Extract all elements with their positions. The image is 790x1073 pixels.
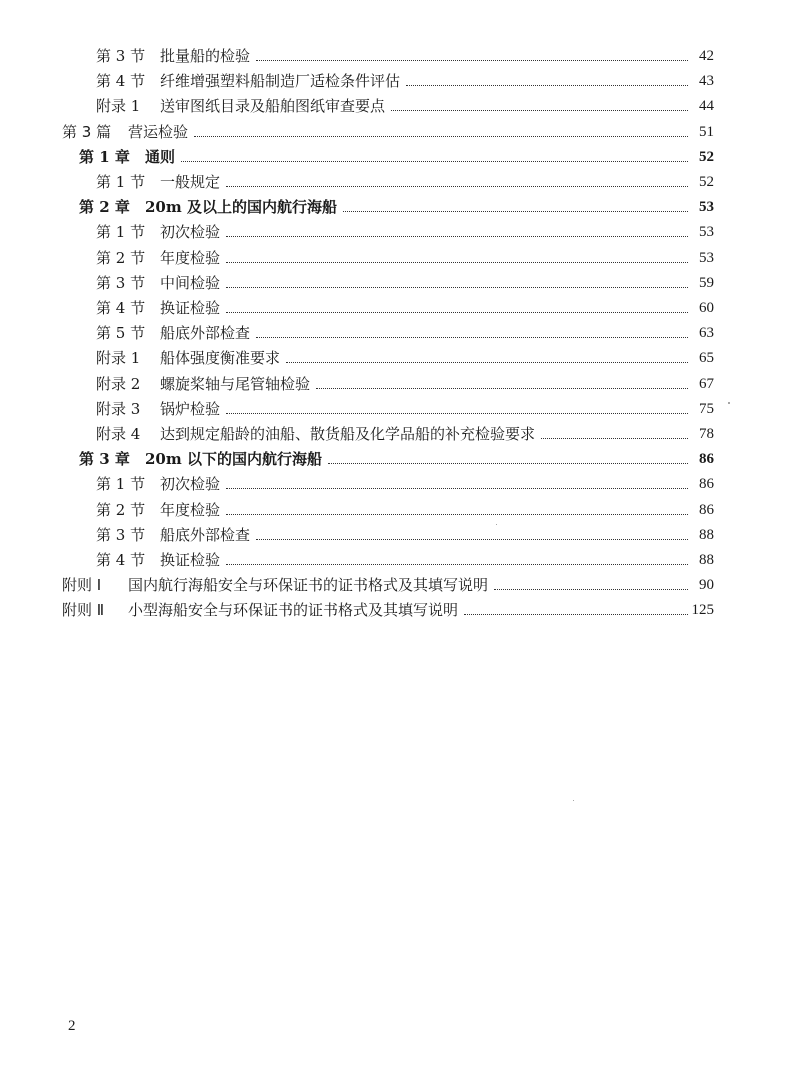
- toc-entry-number: 附录 3: [96, 399, 141, 418]
- scan-speck: [728, 402, 730, 404]
- toc-entry-page: 78: [699, 426, 714, 442]
- toc-entry-page: 52: [699, 148, 714, 165]
- dot-leader: [226, 169, 688, 195]
- toc-entry-number: 附则 Ⅱ: [62, 601, 105, 620]
- toc-entry-page: 65: [699, 350, 714, 367]
- dot-leader: [343, 194, 688, 220]
- toc-entry-page: 63: [699, 325, 714, 342]
- toc-entry-number: 第 4 节: [96, 299, 146, 317]
- toc-entry: [96, 169, 714, 195]
- toc-entry-page: 125: [691, 602, 714, 619]
- toc-entry: [96, 345, 714, 371]
- toc-entry-title: 船体强度衡准要求: [160, 349, 281, 368]
- toc-entry: [79, 194, 714, 220]
- toc-entry-title: 送审图纸目录及船舶图纸审查要点: [160, 97, 386, 116]
- toc-entry-title: 螺旋桨轴与尾管轴检验: [160, 374, 311, 393]
- toc-entry-page: 90: [699, 577, 714, 594]
- toc-entry-number: 第 3 节: [96, 273, 146, 292]
- toc-entry-number: 附录 4: [96, 425, 141, 443]
- dot-leader: [256, 43, 688, 69]
- toc-entry: [96, 522, 714, 548]
- toc-entry-page: 52: [699, 174, 714, 190]
- dot-leader: [181, 144, 688, 170]
- toc-entry-title: 初次检验: [160, 223, 221, 242]
- toc-entry-page: 88: [699, 552, 714, 568]
- toc-entry: [79, 446, 714, 472]
- toc-entry-number: 附录 1: [96, 349, 141, 368]
- dot-leader: [226, 497, 688, 523]
- toc-entry-page: 86: [699, 451, 714, 468]
- scan-speck: [573, 800, 574, 801]
- toc-entry-page: 75: [699, 400, 714, 417]
- toc-entry: [96, 547, 714, 573]
- dot-leader: [226, 219, 688, 245]
- toc-entry-page: 42: [699, 48, 714, 64]
- toc-entry-page: 51: [699, 123, 714, 140]
- toc-entry-title: 20m 及以上的国内航行海船: [145, 198, 337, 217]
- dot-leader: [494, 572, 688, 598]
- toc-entry-title: 船底外部检查: [160, 324, 251, 343]
- toc-entry-title: 通则: [145, 147, 176, 166]
- toc-entry-title: 20m 以下的国内航行海船: [145, 450, 322, 469]
- dot-leader: [316, 371, 688, 397]
- toc-entry-number: 附则 Ⅰ: [62, 576, 102, 595]
- dot-leader: [256, 522, 688, 548]
- dot-leader: [226, 270, 688, 296]
- toc-entry: [62, 572, 714, 598]
- toc-entry: [96, 371, 714, 397]
- toc-entry-number: 第 4 节: [96, 551, 146, 569]
- toc-entry-page: 53: [699, 199, 714, 216]
- toc-entry-number: 第 1 章: [79, 147, 130, 166]
- dot-leader: [541, 421, 688, 447]
- toc-entry-title: 一般规定: [160, 173, 221, 191]
- toc-entry-title: 初次检验: [160, 475, 221, 494]
- toc-entry-title: 中间检验: [160, 273, 221, 292]
- toc-entry-title: 年度检验: [160, 500, 221, 519]
- dot-leader: [226, 471, 688, 497]
- toc-entry-number: 第 5 节: [96, 324, 146, 343]
- toc-entry-number: 第 1 节: [96, 223, 146, 242]
- toc-entry-page: 88: [699, 526, 714, 543]
- toc-entry-title: 换证检验: [160, 299, 221, 317]
- toc-entry: [96, 245, 714, 271]
- toc-entry-page: 60: [699, 300, 714, 316]
- toc-entry-number: 第 2 节: [96, 500, 146, 519]
- toc-entry-number: 第 1 节: [96, 475, 146, 494]
- toc-entry-number: 第 3 节: [96, 525, 146, 544]
- toc-entry-title: 换证检验: [160, 551, 221, 569]
- toc-entry: [96, 68, 714, 94]
- toc-entry: [96, 270, 714, 296]
- toc-entry-page: 86: [699, 476, 714, 493]
- toc-entry: [96, 396, 714, 422]
- toc-entry-page: 53: [699, 249, 714, 266]
- toc-entry-title: 船底外部检查: [160, 525, 251, 544]
- dot-leader: [256, 320, 688, 346]
- toc-entry-number: 附录 1: [96, 97, 141, 116]
- toc-entry: [96, 471, 714, 497]
- toc-entry-page: 86: [699, 501, 714, 518]
- scan-speck: [496, 524, 497, 525]
- toc-entry-title: 年度检验: [160, 248, 221, 267]
- toc-entry-title: 达到规定船龄的油船、散货船及化学品船的补充检验要求: [160, 425, 536, 443]
- toc-entry-number: 第 3 章: [79, 450, 130, 469]
- dot-leader: [194, 119, 688, 145]
- dot-leader: [226, 245, 688, 271]
- dot-leader: [286, 345, 688, 371]
- toc-entry-number: 第 1 节: [96, 173, 146, 191]
- toc-entry-number: 附录 2: [96, 374, 141, 393]
- page-number: 2: [68, 1018, 76, 1034]
- dot-leader: [226, 295, 688, 321]
- dot-leader: [406, 68, 688, 94]
- toc-entry-title: 锅炉检验: [160, 399, 221, 418]
- toc-entry-number: 第 4 节: [96, 72, 146, 91]
- toc-entry: [62, 597, 714, 623]
- toc-entry-number: 第 3 篇: [62, 122, 112, 141]
- toc-entry-page: 67: [699, 375, 714, 392]
- toc-entry: [96, 320, 714, 346]
- toc-entry: [96, 93, 714, 119]
- toc-entry: [96, 421, 714, 447]
- toc-entry-page: 43: [699, 73, 714, 90]
- toc-entry: [96, 295, 714, 321]
- toc-entry: [96, 219, 714, 245]
- toc-entry: [96, 43, 714, 69]
- dot-leader: [226, 547, 688, 573]
- toc-entry-page: 59: [699, 274, 714, 291]
- toc-entry-page: 53: [699, 224, 714, 241]
- toc-entry-title: 批量船的检验: [160, 47, 251, 65]
- toc-entry-number: 第 2 章: [79, 198, 130, 217]
- dot-leader: [391, 93, 688, 119]
- toc-entry-title: 纤维增强塑料船制造厂适检条件评估: [160, 72, 401, 91]
- toc-entry: [96, 497, 714, 523]
- toc-entry-title: 小型海船安全与环保证书的证书格式及其填写说明: [128, 601, 459, 620]
- dot-leader: [328, 446, 688, 472]
- toc-entry-number: 第 3 节: [96, 47, 146, 65]
- toc-entry-title: 国内航行海船安全与环保证书的证书格式及其填写说明: [128, 576, 489, 595]
- dot-leader: [464, 597, 687, 623]
- toc-entry: [79, 144, 714, 170]
- toc-entry-number: 第 2 节: [96, 248, 146, 267]
- toc-entry-title: 营运检验: [128, 122, 189, 141]
- toc-entry: [62, 119, 714, 145]
- toc-entry-page: 44: [699, 98, 714, 115]
- dot-leader: [226, 396, 688, 422]
